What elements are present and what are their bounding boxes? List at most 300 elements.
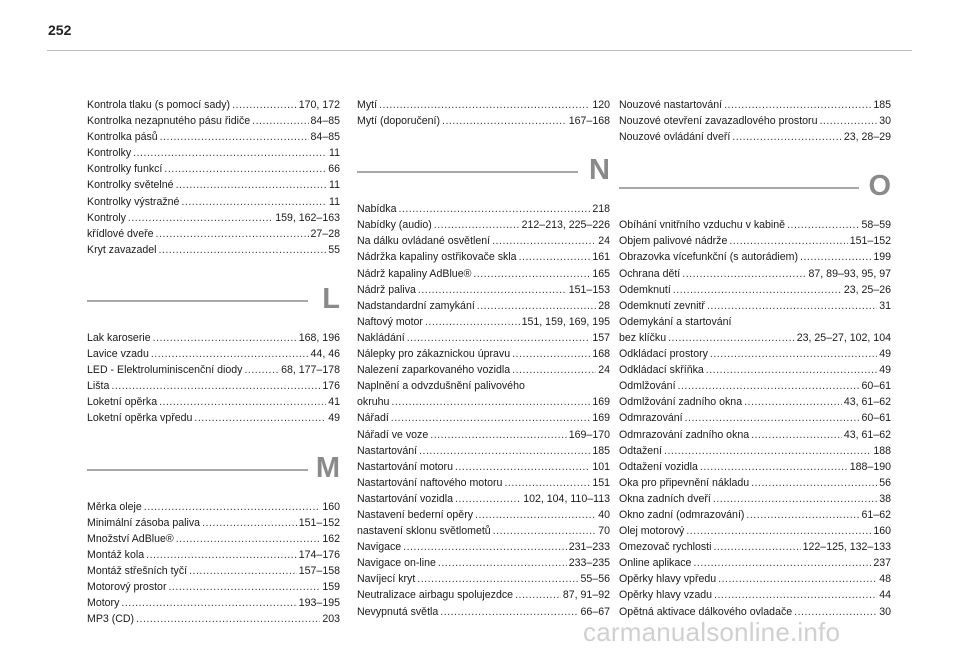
dot-leader	[189, 563, 297, 579]
index-term: Neutralizace airbagu spolujezdce	[357, 589, 514, 602]
index-term: Na dálku ovládané osvětlení	[357, 235, 491, 248]
page-reference: 87, 91–92	[562, 589, 610, 602]
section-divider	[619, 187, 859, 189]
dot-leader	[718, 571, 877, 587]
page-reference: 11	[329, 179, 340, 192]
index-entry	[87, 177, 340, 193]
page-reference: 70	[598, 525, 610, 538]
index-term: Mytí	[357, 99, 378, 111]
dot-leader	[744, 394, 842, 410]
dot-leader	[477, 298, 596, 314]
index-term: Nakládání	[357, 331, 405, 344]
index-entry	[87, 531, 340, 547]
index-entry	[357, 282, 610, 298]
page-reference: 212–213, 225–226	[521, 219, 610, 232]
index-entry	[357, 233, 610, 249]
page-reference: 23, 25–26	[843, 283, 891, 296]
header-divider	[47, 50, 912, 51]
index-term: Odtažení vozidla	[619, 460, 698, 473]
dot-leader	[713, 491, 877, 507]
index-term: Nářadí	[357, 412, 389, 425]
dot-leader	[419, 443, 590, 459]
index-column-3	[619, 97, 891, 620]
index-entry	[357, 555, 610, 571]
index-term: Nastavení bederní opěry	[357, 508, 474, 521]
index-entry	[357, 427, 610, 443]
page-reference: 68, 177–178	[281, 364, 340, 377]
index-entry	[357, 298, 610, 314]
dot-leader	[136, 611, 320, 627]
dot-leader	[700, 459, 848, 475]
index-entry	[619, 523, 891, 539]
index-entry	[87, 394, 340, 410]
index-term: Měrka oleje	[87, 500, 142, 513]
index-term: Omezovač rychlosti	[619, 541, 712, 554]
index-entry	[357, 394, 610, 410]
page-reference: 231–233	[568, 541, 610, 554]
index-entry	[87, 499, 340, 515]
page-reference: 60–61	[861, 412, 891, 425]
index-term: Nádržka kapaliny ostřikovače skla	[357, 251, 517, 264]
page-reference: 174–176	[298, 548, 340, 561]
page-reference: 49	[328, 412, 340, 425]
page-reference: 157–158	[298, 564, 340, 577]
index-entry	[619, 378, 891, 394]
section-header	[619, 165, 891, 207]
index-entry	[357, 571, 610, 587]
index-entry	[619, 427, 891, 443]
page-reference: 199	[873, 251, 891, 264]
index-entry	[87, 242, 340, 258]
index-term: Navigace	[357, 541, 402, 554]
index-entry	[357, 249, 610, 265]
dot-leader	[455, 491, 521, 507]
index-term: Nouzové otevření zavazadlového prostoru	[619, 115, 818, 128]
index-term: Oka pro připevnění nákladu	[619, 476, 750, 489]
index-term: Nouzové nastartování	[619, 99, 723, 111]
dot-leader	[512, 346, 590, 362]
index-entry	[619, 459, 891, 475]
index-term: Kontrolky funkcí	[87, 163, 163, 176]
section-header	[87, 447, 340, 489]
index-entry	[619, 491, 891, 507]
page-reference: 43, 61–62	[843, 396, 891, 409]
index-term: Okno zadní (odmrazování)	[619, 508, 745, 521]
dot-leader	[176, 531, 321, 547]
page-reference: 56	[879, 476, 891, 489]
index-term: Mytí (doporučení)	[357, 115, 441, 128]
index-entry	[87, 226, 340, 242]
index-entry	[619, 346, 891, 362]
section-divider	[87, 469, 308, 471]
index-term: Odemykání a startování	[619, 315, 732, 328]
index-term: Odmrazování	[619, 412, 683, 425]
index-term: Loketní opěrka vpředu	[87, 412, 193, 425]
dot-leader	[434, 217, 520, 233]
dot-leader	[164, 161, 326, 177]
index-term: Minimální zásoba paliva	[87, 516, 201, 529]
index-term: Nabídka	[357, 203, 397, 216]
page-reference: 151–153	[568, 283, 610, 296]
section-letter: L	[322, 282, 340, 315]
dot-leader	[407, 330, 591, 346]
dot-leader	[391, 394, 590, 410]
index-entry	[357, 97, 610, 113]
index-entry	[357, 539, 610, 555]
dot-leader	[151, 346, 309, 362]
page-reference: 11	[329, 195, 340, 208]
index-entry	[357, 314, 610, 330]
page-reference: 151–152	[298, 516, 340, 529]
index-term: Odkládací skříňka	[619, 364, 704, 377]
index-entry	[357, 475, 610, 491]
index-term: Nálepky pro zákaznickou úpravu	[357, 348, 511, 361]
page-reference: 48	[879, 573, 891, 586]
dot-leader	[732, 129, 842, 145]
page-reference: 160	[322, 500, 340, 513]
index-term: Lavice vzadu	[87, 348, 149, 361]
dot-leader	[158, 242, 326, 258]
page-reference: 169	[592, 412, 610, 425]
index-term: Odmlžování	[619, 380, 676, 393]
section-header	[87, 278, 340, 320]
page-reference: 169–170	[568, 428, 610, 441]
dot-leader	[455, 459, 590, 475]
index-term: Opětná aktivace dálkového ovladače	[619, 605, 793, 618]
index-term: Odmrazování zadního okna	[619, 428, 750, 441]
dot-leader	[751, 427, 842, 443]
dot-leader	[181, 194, 327, 210]
dot-leader	[194, 410, 326, 426]
page-reference: 233–235	[568, 557, 610, 570]
page-reference: 162	[322, 532, 340, 545]
dot-leader	[473, 266, 590, 282]
page-reference: 120	[592, 99, 610, 111]
page-reference: 49	[879, 348, 891, 361]
page-reference: 151, 159, 169, 195	[521, 315, 610, 328]
page-reference: 44	[879, 589, 891, 602]
index-term: Množství AdBlue®	[87, 532, 174, 545]
section-divider	[87, 300, 308, 302]
dot-leader	[714, 587, 877, 603]
dot-leader	[417, 571, 578, 587]
index-entry	[357, 410, 610, 426]
page-reference: 31	[879, 299, 891, 312]
dot-leader	[707, 298, 877, 314]
index-term: Ochrana dětí	[619, 267, 681, 280]
page-reference: 193–195	[298, 597, 340, 610]
index-entry	[87, 611, 340, 627]
dot-leader	[398, 201, 590, 217]
page-reference: 170, 172	[298, 99, 340, 111]
dot-leader	[693, 555, 871, 571]
page-reference: 122–125, 132–133	[802, 541, 891, 554]
index-entry	[619, 330, 891, 346]
index-term: nastavení sklonu světlometů	[357, 525, 491, 538]
page-reference: 159, 162–163	[275, 211, 340, 224]
index-term: Nevypnutá světla	[357, 605, 439, 618]
page-reference: 23, 25–27, 102, 104	[796, 331, 891, 344]
index-term: Objem palivové nádrže	[619, 235, 728, 248]
index-term: Navíjecí kryt	[357, 573, 416, 586]
page-reference: 58–59	[861, 219, 891, 232]
section-header	[357, 149, 610, 191]
dot-leader	[664, 443, 871, 459]
index-entry	[87, 410, 340, 426]
page-reference: 237	[873, 557, 891, 570]
index-column-1	[87, 97, 340, 627]
index-term: Nastartování vozidla	[357, 492, 453, 505]
index-entry	[357, 587, 610, 603]
page-reference: 167–168	[568, 115, 610, 128]
page-reference: 102, 104, 110–113	[523, 492, 610, 505]
page-reference: 84–85	[310, 131, 340, 144]
index-entry	[619, 394, 891, 410]
page-reference: 84–85	[310, 115, 340, 128]
index-term: Montáž kola	[87, 548, 145, 561]
page-reference: 203	[322, 613, 340, 626]
index-term: Okna zadních dveří	[619, 492, 711, 505]
index-entry	[619, 539, 891, 555]
index-entry	[619, 97, 891, 113]
index-entry	[619, 443, 891, 459]
index-term: Lak karoserie	[87, 331, 151, 344]
dot-leader	[159, 394, 326, 410]
index-entry	[87, 330, 340, 346]
index-term: křídlové dveře	[87, 227, 154, 240]
dot-leader	[232, 97, 297, 113]
index-entry	[357, 113, 610, 129]
dot-leader	[202, 515, 297, 531]
index-term: Nářadí ve voze	[357, 428, 429, 441]
page-reference: 60–61	[861, 380, 891, 393]
index-entry	[87, 145, 340, 161]
section-letter: N	[589, 154, 610, 187]
index-term: Nabídky (audio)	[357, 219, 432, 232]
index-entry	[357, 266, 610, 282]
page-reference: 160	[873, 525, 891, 538]
dot-leader	[379, 97, 590, 113]
page-reference: 49	[879, 364, 891, 377]
dot-leader	[425, 314, 520, 330]
index-term: Obrazovka vícefunkční (s autorádiem)	[619, 251, 798, 264]
dot-leader	[442, 113, 567, 129]
dot-leader	[706, 362, 877, 378]
index-term: Kontrola tlaku (s pomocí sady)	[87, 99, 231, 111]
dot-leader	[686, 523, 871, 539]
page-reference: 218	[592, 203, 610, 216]
index-entry	[87, 563, 340, 579]
index-term: Nadstandardní zamykání	[357, 299, 475, 312]
index-entry	[357, 201, 610, 217]
dot-leader	[153, 330, 297, 346]
watermark-text: carmanualsonline.info	[583, 617, 841, 647]
dot-leader	[512, 362, 596, 378]
index-term: Kryt zavazadel	[87, 243, 157, 256]
page-reference: 66–67	[580, 605, 610, 618]
dot-leader	[176, 177, 327, 193]
dot-leader	[128, 210, 273, 226]
index-entry	[87, 161, 340, 177]
dot-leader	[710, 346, 877, 362]
dot-leader	[746, 507, 859, 523]
dot-leader	[418, 282, 567, 298]
page-reference: 188	[873, 444, 891, 457]
index-entry	[619, 475, 891, 491]
index-term: Nalezení zaparkovaného vozidla	[357, 364, 511, 377]
index-entry	[357, 604, 610, 620]
index-entry	[87, 113, 340, 129]
index-term: Loketní opěrka	[87, 396, 158, 409]
dot-leader	[403, 539, 567, 555]
dot-leader	[724, 97, 871, 113]
index-entry	[87, 210, 340, 226]
page-reference: 165	[592, 267, 610, 280]
index-term: Opěrky hlavy vzadu	[619, 589, 713, 602]
dot-leader	[146, 547, 297, 563]
index-term: Nastartování	[357, 444, 418, 457]
page-reference: 66	[328, 163, 340, 176]
index-term: Odemknutí zevnitř	[619, 299, 705, 312]
dot-leader	[519, 249, 591, 265]
index-entry	[87, 129, 340, 145]
dot-leader	[729, 233, 847, 249]
index-entry	[87, 515, 340, 531]
index-entry	[619, 298, 891, 314]
dot-leader	[685, 410, 860, 426]
page-reference: 185	[592, 444, 610, 457]
page-number: 252	[48, 22, 72, 38]
index-term: Nastartování naftového motoru	[357, 476, 503, 489]
dot-leader	[751, 475, 877, 491]
page-reference: 185	[873, 99, 891, 111]
index-term: Naftový motor	[357, 315, 423, 328]
page-reference: 151	[592, 476, 610, 489]
index-term: Nádrž kapaliny AdBlue®	[357, 267, 472, 280]
page-reference: 43, 61–62	[843, 428, 891, 441]
dot-leader	[819, 113, 877, 129]
index-entry	[87, 378, 340, 394]
index-entry	[87, 194, 340, 210]
dot-leader	[430, 427, 567, 443]
dot-leader	[713, 539, 800, 555]
dot-leader	[668, 330, 795, 346]
index-entry	[619, 282, 891, 298]
index-term: Kontrolky výstražné	[87, 195, 180, 208]
index-entry	[357, 443, 610, 459]
index-entry	[357, 507, 610, 523]
dot-leader	[492, 233, 596, 249]
dot-leader	[682, 266, 806, 282]
page-reference: 55–56	[580, 573, 610, 586]
page-reference: 87, 89–93, 95, 97	[808, 267, 891, 280]
dot-leader	[493, 523, 597, 539]
page-reference: 44, 46	[310, 348, 340, 361]
index-term: Kontrolka nezapnutého pásu řidiče	[87, 115, 251, 128]
index-entry	[619, 314, 891, 330]
index-term: Obíhání vnitřního vzduchu v kabině	[619, 219, 786, 232]
index-term: LED - Elektroluminiscenční diody	[87, 364, 243, 377]
dot-leader	[156, 226, 309, 242]
page-reference: 168	[592, 348, 610, 361]
dot-leader	[678, 378, 860, 394]
page-reference: 151–152	[849, 235, 891, 248]
index-entry	[619, 571, 891, 587]
dot-leader	[133, 145, 327, 161]
index-entry	[87, 595, 340, 611]
index-entry	[357, 491, 610, 507]
index-term: Nastartování motoru	[357, 460, 453, 473]
index-entry	[357, 346, 610, 362]
page-reference: 30	[879, 115, 891, 128]
index-entry	[619, 362, 891, 378]
index-term: Odkládací prostory	[619, 348, 708, 361]
index-entry	[619, 587, 891, 603]
index-entry	[357, 378, 610, 394]
page-reference: 159	[322, 580, 340, 593]
index-term: Olej motorový	[619, 525, 685, 538]
index-term: Lišta	[87, 380, 110, 393]
page-reference: 157	[592, 331, 610, 344]
page-reference: 23, 28–29	[843, 131, 891, 144]
index-term: MP3 (CD)	[87, 613, 135, 626]
index-term: Kontrolka pásů	[87, 131, 158, 144]
index-entry	[619, 129, 891, 145]
dot-leader	[168, 579, 320, 595]
index-entry	[87, 579, 340, 595]
dot-leader	[440, 604, 578, 620]
page-reference: 101	[592, 460, 610, 473]
dot-leader	[515, 587, 561, 603]
index-entry	[619, 507, 891, 523]
index-entry	[357, 362, 610, 378]
dot-leader	[252, 113, 308, 129]
index-term: Motory	[87, 597, 120, 610]
index-term: Montáž střešních tyčí	[87, 564, 188, 577]
index-term: bez klíčku	[619, 331, 667, 344]
section-letter: O	[868, 170, 891, 203]
page-reference: 168, 196	[298, 331, 340, 344]
page-reference: 161	[592, 251, 610, 264]
dot-leader	[787, 217, 859, 233]
dot-leader	[504, 475, 590, 491]
page-reference: 11	[329, 147, 340, 160]
dot-leader	[391, 410, 591, 426]
section-divider	[357, 171, 578, 173]
dot-leader	[160, 129, 309, 145]
index-entry	[357, 217, 610, 233]
page-reference: 169	[592, 396, 610, 409]
index-term: okruhu	[357, 396, 390, 409]
index-term: Nouzové ovládání dveří	[619, 131, 731, 144]
index-entry	[619, 217, 891, 233]
index-entry	[87, 346, 340, 362]
page-reference: 27–28	[310, 227, 340, 240]
index-term: Kontroly	[87, 211, 126, 224]
index-term: Odemknutí	[619, 283, 671, 296]
dot-leader	[111, 378, 320, 394]
index-term: Kontrolky	[87, 147, 132, 160]
page-reference: 24	[598, 235, 610, 248]
index-term: Motorový prostor	[87, 580, 167, 593]
dot-leader	[144, 499, 321, 515]
index-term: Odmlžování zadního okna	[619, 396, 743, 409]
index-entry	[357, 523, 610, 539]
index-term: Online aplikace	[619, 557, 692, 570]
index-term: Navigace on-line	[357, 557, 436, 570]
page-reference: 41	[328, 396, 340, 409]
index-term: Odtažení	[619, 444, 662, 457]
